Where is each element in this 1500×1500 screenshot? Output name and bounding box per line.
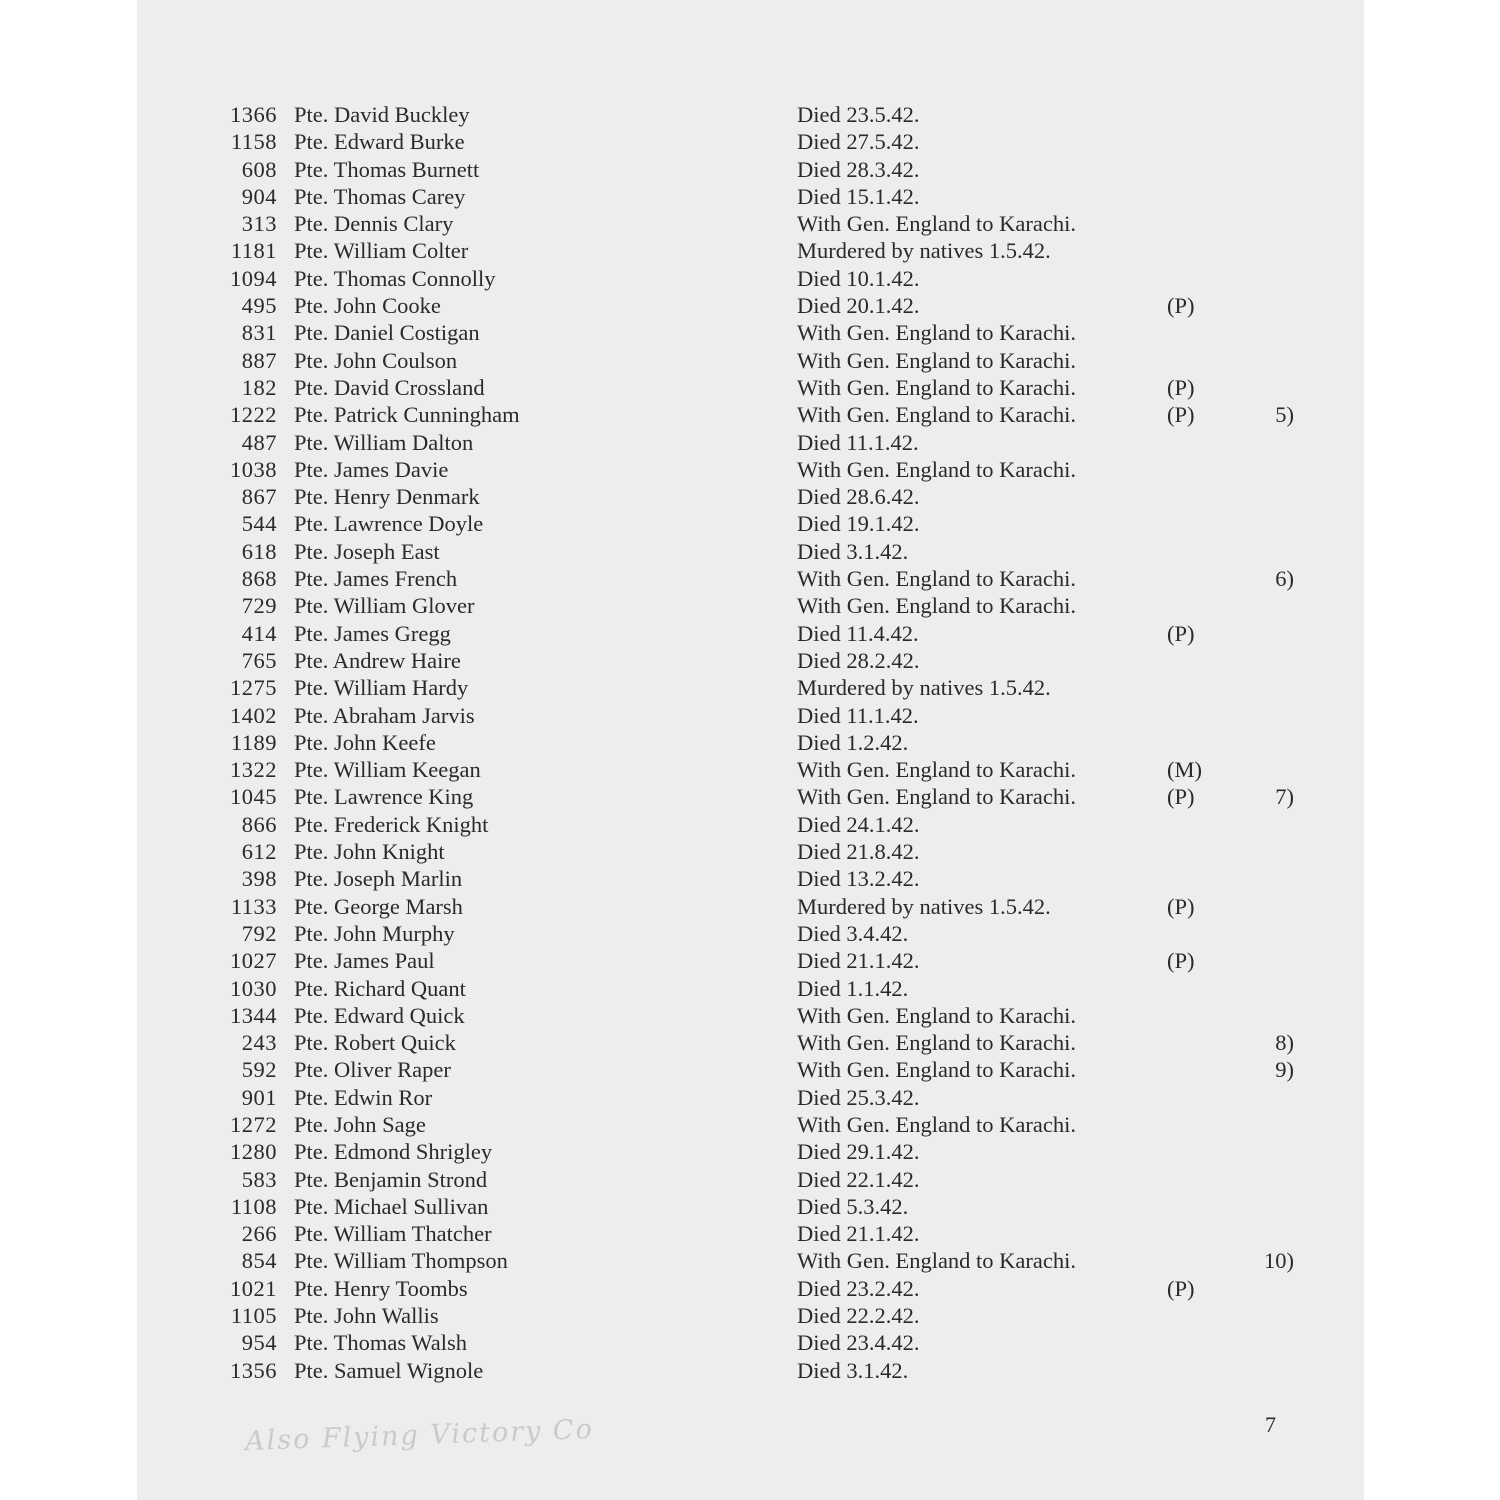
list-item: [137, 319, 1364, 346]
entry-number: 1275: [230, 675, 277, 701]
entry-name: Pte. Thomas Burnett: [294, 156, 480, 182]
entry-mark: (P): [1167, 784, 1195, 810]
list-item: [137, 1193, 1364, 1220]
entry-status: Died 19.1.42.: [797, 511, 920, 537]
list-item: [137, 265, 1364, 292]
entry-mark: (P): [1167, 1275, 1195, 1301]
entry-name: Pte. Thomas Walsh: [294, 1330, 467, 1356]
entry-status: Died 21.1.42.: [797, 1221, 920, 1247]
entry-status: Died 24.1.42.: [797, 811, 920, 837]
list-item: [137, 401, 1364, 428]
list-item: [137, 1302, 1364, 1329]
entry-name: Pte. Henry Toombs: [294, 1275, 468, 1301]
entry-number: 592: [241, 1057, 277, 1083]
list-item: [137, 292, 1364, 319]
entry-status: With Gen. England to Karachi.: [797, 566, 1077, 592]
entry-number: 1021: [230, 1275, 277, 1301]
entry-status: With Gen. England to Karachi.: [797, 1002, 1077, 1028]
entry-footnote: 8): [1275, 1030, 1294, 1056]
entry-status: With Gen. England to Karachi.: [797, 593, 1077, 619]
list-item: [137, 1247, 1364, 1274]
entry-number: 868: [241, 566, 277, 592]
list-item: [137, 128, 1364, 155]
list-item: [137, 1357, 1364, 1384]
entry-name: Pte. Thomas Carey: [294, 183, 466, 209]
entry-status: Died 10.1.42.: [797, 265, 920, 291]
entry-name: Pte. William Dalton: [294, 429, 474, 455]
entry-name: Pte. Abraham Jarvis: [294, 702, 475, 728]
entry-status: Died 11.4.42.: [797, 620, 919, 646]
entry-number: 618: [241, 538, 277, 564]
entry-name: Pte. Patrick Cunningham: [294, 402, 520, 428]
entry-status: Died 3.1.42.: [797, 538, 909, 564]
entry-name: Pte. Joseph East: [294, 538, 440, 564]
entry-status: Died 1.1.42.: [797, 975, 909, 1001]
entry-status: With Gen. England to Karachi.: [797, 757, 1077, 783]
entry-name: Pte. Richard Quant: [294, 975, 466, 1001]
entry-status: Died 29.1.42.: [797, 1139, 920, 1165]
entry-status: With Gen. England to Karachi.: [797, 456, 1077, 482]
entry-number: 1105: [230, 1303, 277, 1329]
entry-name: Pte. William Hardy: [294, 675, 469, 701]
entry-status: With Gen. England to Karachi.: [797, 374, 1077, 400]
entry-number: 1344: [230, 1002, 277, 1028]
entry-name: Pte. James Davie: [294, 456, 449, 482]
entry-number: 1402: [230, 702, 277, 728]
entry-name: Pte. John Murphy: [294, 920, 455, 946]
entry-name: Pte. Lawrence King: [294, 784, 474, 810]
entry-number: 612: [241, 839, 277, 865]
list-item: [137, 374, 1364, 401]
entry-number: 1280: [230, 1139, 277, 1165]
list-item: [137, 1220, 1364, 1247]
list-item: [137, 865, 1364, 892]
list-item: [137, 1084, 1364, 1111]
entry-number: 792: [241, 920, 277, 946]
list-item: [137, 483, 1364, 510]
entry-status: Died 22.1.42.: [797, 1166, 920, 1192]
entry-status: With Gen. England to Karachi.: [797, 320, 1077, 346]
entry-number: 866: [241, 811, 277, 837]
entry-number: 729: [241, 593, 277, 619]
entry-name: Pte. James Paul: [294, 948, 435, 974]
list-item: [137, 756, 1364, 783]
list-item: [137, 1166, 1364, 1193]
entry-number: 544: [241, 511, 277, 537]
entry-status: Died 28.2.42.: [797, 647, 920, 673]
entry-footnote: 10): [1264, 1248, 1294, 1274]
entry-number: 954: [241, 1330, 277, 1356]
entry-name: Pte. Edmond Shrigley: [294, 1139, 493, 1165]
entry-name: Pte. William Thompson: [294, 1248, 508, 1274]
entry-name: Pte. James French: [294, 566, 458, 592]
entry-number: 867: [241, 484, 277, 510]
list-item: [137, 674, 1364, 701]
document-page: [137, 0, 1364, 1500]
entry-name: Pte. Edward Burke: [294, 129, 465, 155]
entry-name: Pte. Oliver Raper: [294, 1057, 451, 1083]
list-item: [137, 893, 1364, 920]
entry-status: Died 28.3.42.: [797, 156, 920, 182]
entry-name: Pte. John Keefe: [294, 729, 436, 755]
entry-number: 831: [241, 320, 277, 346]
entry-status: With Gen. England to Karachi.: [797, 784, 1077, 810]
entry-status: Died 1.2.42.: [797, 729, 909, 755]
entry-footnote: 9): [1275, 1057, 1294, 1083]
entry-name: Pte. Michael Sullivan: [294, 1193, 489, 1219]
entry-mark: (P): [1167, 620, 1195, 646]
entry-name: Pte. George Marsh: [294, 893, 463, 919]
entry-name: Pte. James Gregg: [294, 620, 451, 646]
entry-mark: (M): [1167, 757, 1202, 783]
entry-number: 414: [241, 620, 277, 646]
list-item: [137, 1111, 1364, 1138]
pencil-annotation: Also Flying Victory Co: [244, 1413, 595, 1458]
list-item: [137, 702, 1364, 729]
entry-status: Died 22.2.42.: [797, 1303, 920, 1329]
list-item: [137, 538, 1364, 565]
entry-name: Pte. Daniel Costigan: [294, 320, 480, 346]
entry-name: Pte. John Cooke: [294, 293, 441, 319]
entry-name: Pte. Edward Quick: [294, 1002, 465, 1028]
entry-number: 495: [241, 293, 277, 319]
entry-status: Died 11.1.42.: [797, 429, 919, 455]
list-item: [137, 210, 1364, 237]
entry-status: Died 20.1.42.: [797, 293, 920, 319]
entry-name: Pte. William Thatcher: [294, 1221, 492, 1247]
list-item: [137, 156, 1364, 183]
entry-number: 1045: [230, 784, 277, 810]
entry-number: 1356: [230, 1357, 277, 1383]
entry-status: With Gen. England to Karachi.: [797, 211, 1077, 237]
list-item: [137, 101, 1364, 128]
list-item: [137, 920, 1364, 947]
entry-status: Died 25.3.42.: [797, 1084, 920, 1110]
entry-number: 1133: [230, 893, 277, 919]
entry-name: Pte. John Coulson: [294, 347, 458, 373]
entry-number: 1181: [230, 238, 277, 264]
entry-status: Died 13.2.42.: [797, 866, 920, 892]
entry-number: 1158: [230, 129, 277, 155]
entry-mark: (P): [1167, 293, 1195, 319]
entry-number: 1272: [230, 1111, 277, 1137]
entry-status: Died 21.8.42.: [797, 839, 920, 865]
entry-name: Pte. John Knight: [294, 839, 445, 865]
list-item: [137, 237, 1364, 264]
entry-status: Died 23.5.42.: [797, 102, 920, 127]
entry-number: 765: [241, 647, 277, 673]
entry-number: 1108: [230, 1193, 277, 1219]
entry-number: 901: [241, 1084, 277, 1110]
entry-name: Pte. William Keegan: [294, 757, 481, 783]
entry-name: Pte. Lawrence Doyle: [294, 511, 484, 537]
entry-number: 1094: [230, 265, 277, 291]
entry-footnote: 6): [1275, 566, 1294, 592]
entry-number: 1366: [230, 102, 277, 127]
entry-status: Died 23.2.42.: [797, 1275, 920, 1301]
list-item: [137, 783, 1364, 810]
list-item: [137, 456, 1364, 483]
entry-status: With Gen. England to Karachi.: [797, 1248, 1077, 1274]
entry-status: Died 23.4.42.: [797, 1330, 920, 1356]
entry-mark: (P): [1167, 374, 1195, 400]
list-item: [137, 1056, 1364, 1083]
entry-number: 266: [241, 1221, 277, 1247]
page-number: 7: [1265, 1412, 1276, 1437]
list-item: [137, 510, 1364, 537]
entry-number: 182: [241, 374, 277, 400]
list-item: [137, 1275, 1364, 1302]
entry-status: With Gen. England to Karachi.: [797, 1030, 1077, 1056]
entry-status: With Gen. England to Karachi.: [797, 1057, 1077, 1083]
entry-number: 1189: [230, 729, 277, 755]
entry-number: 887: [241, 347, 277, 373]
list-item: [137, 1002, 1364, 1029]
list-item: [137, 838, 1364, 865]
entry-mark: (P): [1167, 893, 1195, 919]
entry-name: Pte. Edwin Ror: [294, 1084, 433, 1110]
entry-name: Pte. Dennis Clary: [294, 211, 454, 237]
entry-status: Died 5.3.42.: [797, 1193, 909, 1219]
list-item: [137, 565, 1364, 592]
entry-name: Pte. Joseph Marlin: [294, 866, 463, 892]
list-item: [137, 1329, 1364, 1356]
entry-status: Murdered by natives 1.5.42.: [797, 675, 1051, 701]
entry-number: 608: [241, 156, 277, 182]
list-item: [137, 729, 1364, 756]
entry-name: Pte. Thomas Connolly: [294, 265, 496, 291]
entry-status: With Gen. England to Karachi.: [797, 1111, 1077, 1137]
entry-number: 583: [241, 1166, 277, 1192]
entry-status: Died 3.4.42.: [797, 920, 909, 946]
entry-status: Died 15.1.42.: [797, 183, 920, 209]
roll-list: [137, 101, 1364, 1384]
entry-name: Pte. William Glover: [294, 593, 475, 619]
entry-number: 1027: [230, 948, 277, 974]
entry-number: 1030: [230, 975, 277, 1001]
entry-status: Died 3.1.42.: [797, 1357, 909, 1383]
entry-name: Pte. Samuel Wignole: [294, 1357, 484, 1383]
entry-footnote: 7): [1275, 784, 1294, 810]
entry-mark: (P): [1167, 402, 1195, 428]
list-item: [137, 947, 1364, 974]
entry-number: 398: [241, 866, 277, 892]
list-item: [137, 811, 1364, 838]
list-item: [137, 1138, 1364, 1165]
entry-name: Pte. David Buckley: [294, 102, 470, 127]
entry-number: 1222: [230, 402, 277, 428]
entry-status: Died 11.1.42.: [797, 702, 919, 728]
entry-status: Murdered by natives 1.5.42.: [797, 238, 1051, 264]
entry-number: 1038: [230, 456, 277, 482]
entry-status: With Gen. England to Karachi.: [797, 347, 1077, 373]
entry-status: Murdered by natives 1.5.42.: [797, 893, 1051, 919]
entry-status: Died 27.5.42.: [797, 129, 920, 155]
entry-name: Pte. David Crossland: [294, 374, 485, 400]
entry-number: 313: [241, 211, 277, 237]
entry-name: Pte. John Sage: [294, 1111, 426, 1137]
list-item: [137, 592, 1364, 619]
entry-name: Pte. Andrew Haire: [294, 647, 461, 673]
list-item: [137, 429, 1364, 456]
list-item: [137, 1029, 1364, 1056]
list-item: [137, 183, 1364, 210]
entry-name: Pte. Benjamin Strond: [294, 1166, 488, 1192]
entry-name: Pte. William Colter: [294, 238, 469, 264]
entry-footnote: 5): [1275, 402, 1294, 428]
entry-status: Died 21.1.42.: [797, 948, 920, 974]
list-item: [137, 647, 1364, 674]
entry-number: 487: [241, 429, 277, 455]
list-item: [137, 620, 1364, 647]
list-item: [137, 975, 1364, 1002]
entry-number: 904: [241, 183, 277, 209]
entry-name: Pte. Henry Denmark: [294, 484, 480, 510]
entry-name: Pte. John Wallis: [294, 1303, 439, 1329]
entry-status: Died 28.6.42.: [797, 484, 920, 510]
entry-status: With Gen. England to Karachi.: [797, 402, 1077, 428]
entry-number: 243: [241, 1030, 277, 1056]
entry-mark: (P): [1167, 948, 1195, 974]
entry-number: 1322: [230, 757, 277, 783]
entry-name: Pte. Robert Quick: [294, 1030, 456, 1056]
entry-number: 854: [241, 1248, 277, 1274]
entry-name: Pte. Frederick Knight: [294, 811, 489, 837]
list-item: [137, 347, 1364, 374]
